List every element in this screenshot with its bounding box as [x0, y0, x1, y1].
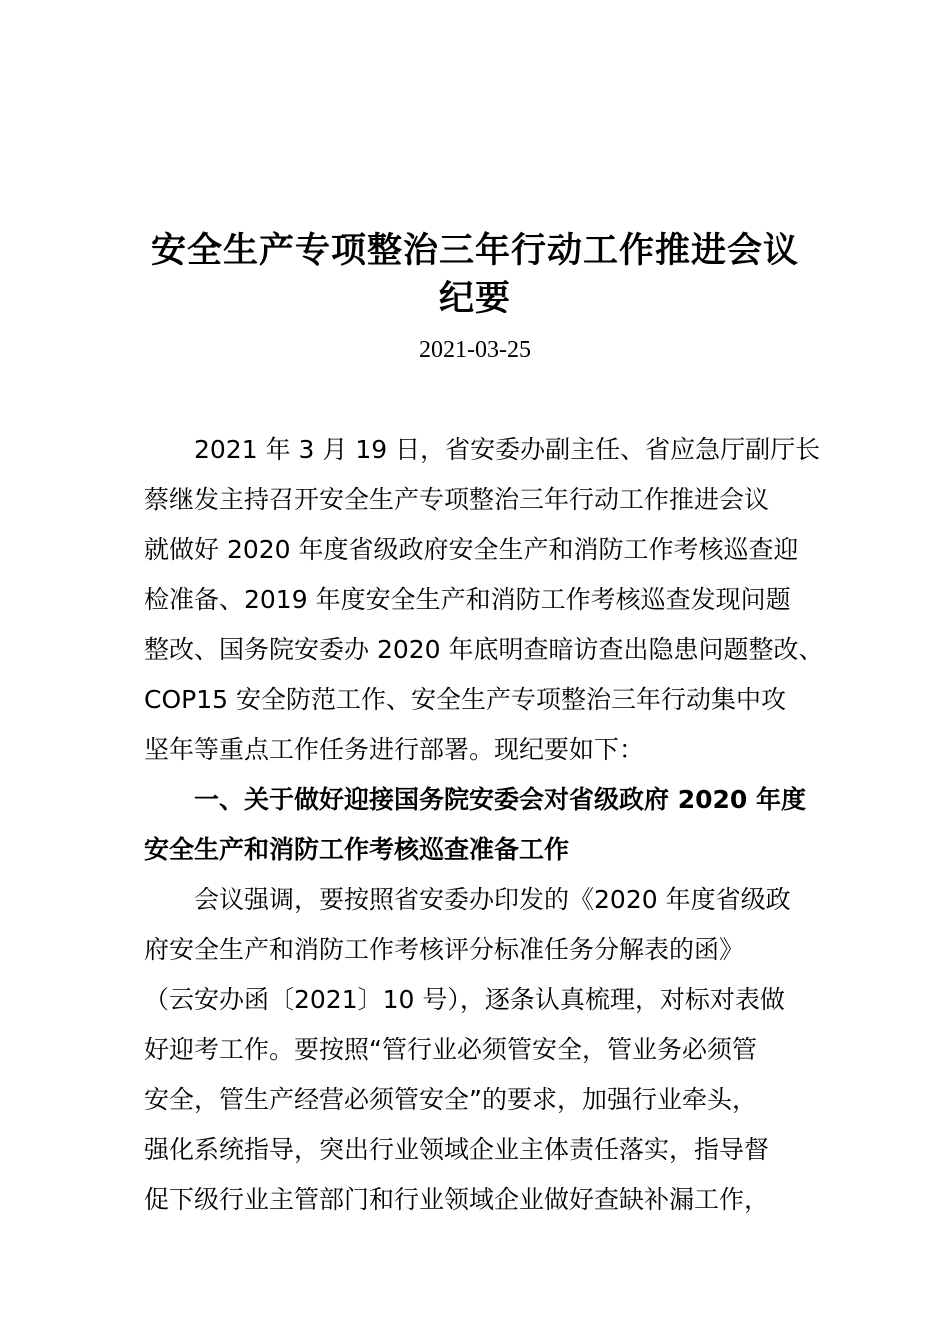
paragraph-1-line: COP15 安全防范工作、安全生产专项整治三年行动集中攻: [144, 685, 786, 714]
section-heading-line: 一、关于做好迎接国务院安委会对省级政府 2020 年度: [194, 785, 806, 814]
section-heading-line: 安全生产和消防工作考核巡查准备工作: [144, 835, 570, 864]
paragraph-1-line: 就做好 2020 年度省级政府安全生产和消防工作考核巡查迎: [144, 535, 799, 564]
paragraph-1-line: 2021 年 3 月 19 日，省安委办副主任、省应急厅副厅长: [194, 435, 821, 464]
paragraph-2-line: 好迎考工作。要按照“管行业必须管安全，管业务必须管: [144, 1035, 757, 1064]
document-title-line-1: 安全生产专项整治三年行动工作推进会议: [150, 231, 799, 271]
document-title-line-2: 纪要: [438, 279, 511, 319]
paragraph-1-line: 检准备、2019 年度安全生产和消防工作考核巡查发现问题: [144, 585, 791, 614]
paragraph-2-line: 促下级行业主管部门和行业领域企业做好查缺补漏工作，: [144, 1185, 770, 1214]
paragraph-2-line: 强化系统指导，突出行业领域企业主体责任落实，指导督: [144, 1135, 770, 1164]
paragraph-2-line: 会议强调，要按照省安委办印发的《2020 年度省级政: [194, 885, 791, 914]
paragraph-2-line: 府安全生产和消防工作考核评分标准任务分解表的函》: [144, 935, 745, 964]
paragraph-2-line: 安全，管生产经营必须管安全”的要求，加强行业牵头，: [144, 1085, 757, 1114]
paragraph-1-line: 蔡继发主持召开安全生产专项整治三年行动工作推进会议: [144, 485, 770, 514]
document-date: 2021-03-25: [419, 337, 531, 363]
paragraph-1-line: 整改、国务院安委办 2020 年底明查暗访查出隐患问题整改、: [144, 635, 824, 664]
paragraph-1-line: 坚年等重点工作任务进行部署。现纪要如下：: [144, 735, 645, 764]
paragraph-2-line: （云安办函〔2021〕10 号），逐条认真梳理，对标对表做: [144, 985, 785, 1014]
